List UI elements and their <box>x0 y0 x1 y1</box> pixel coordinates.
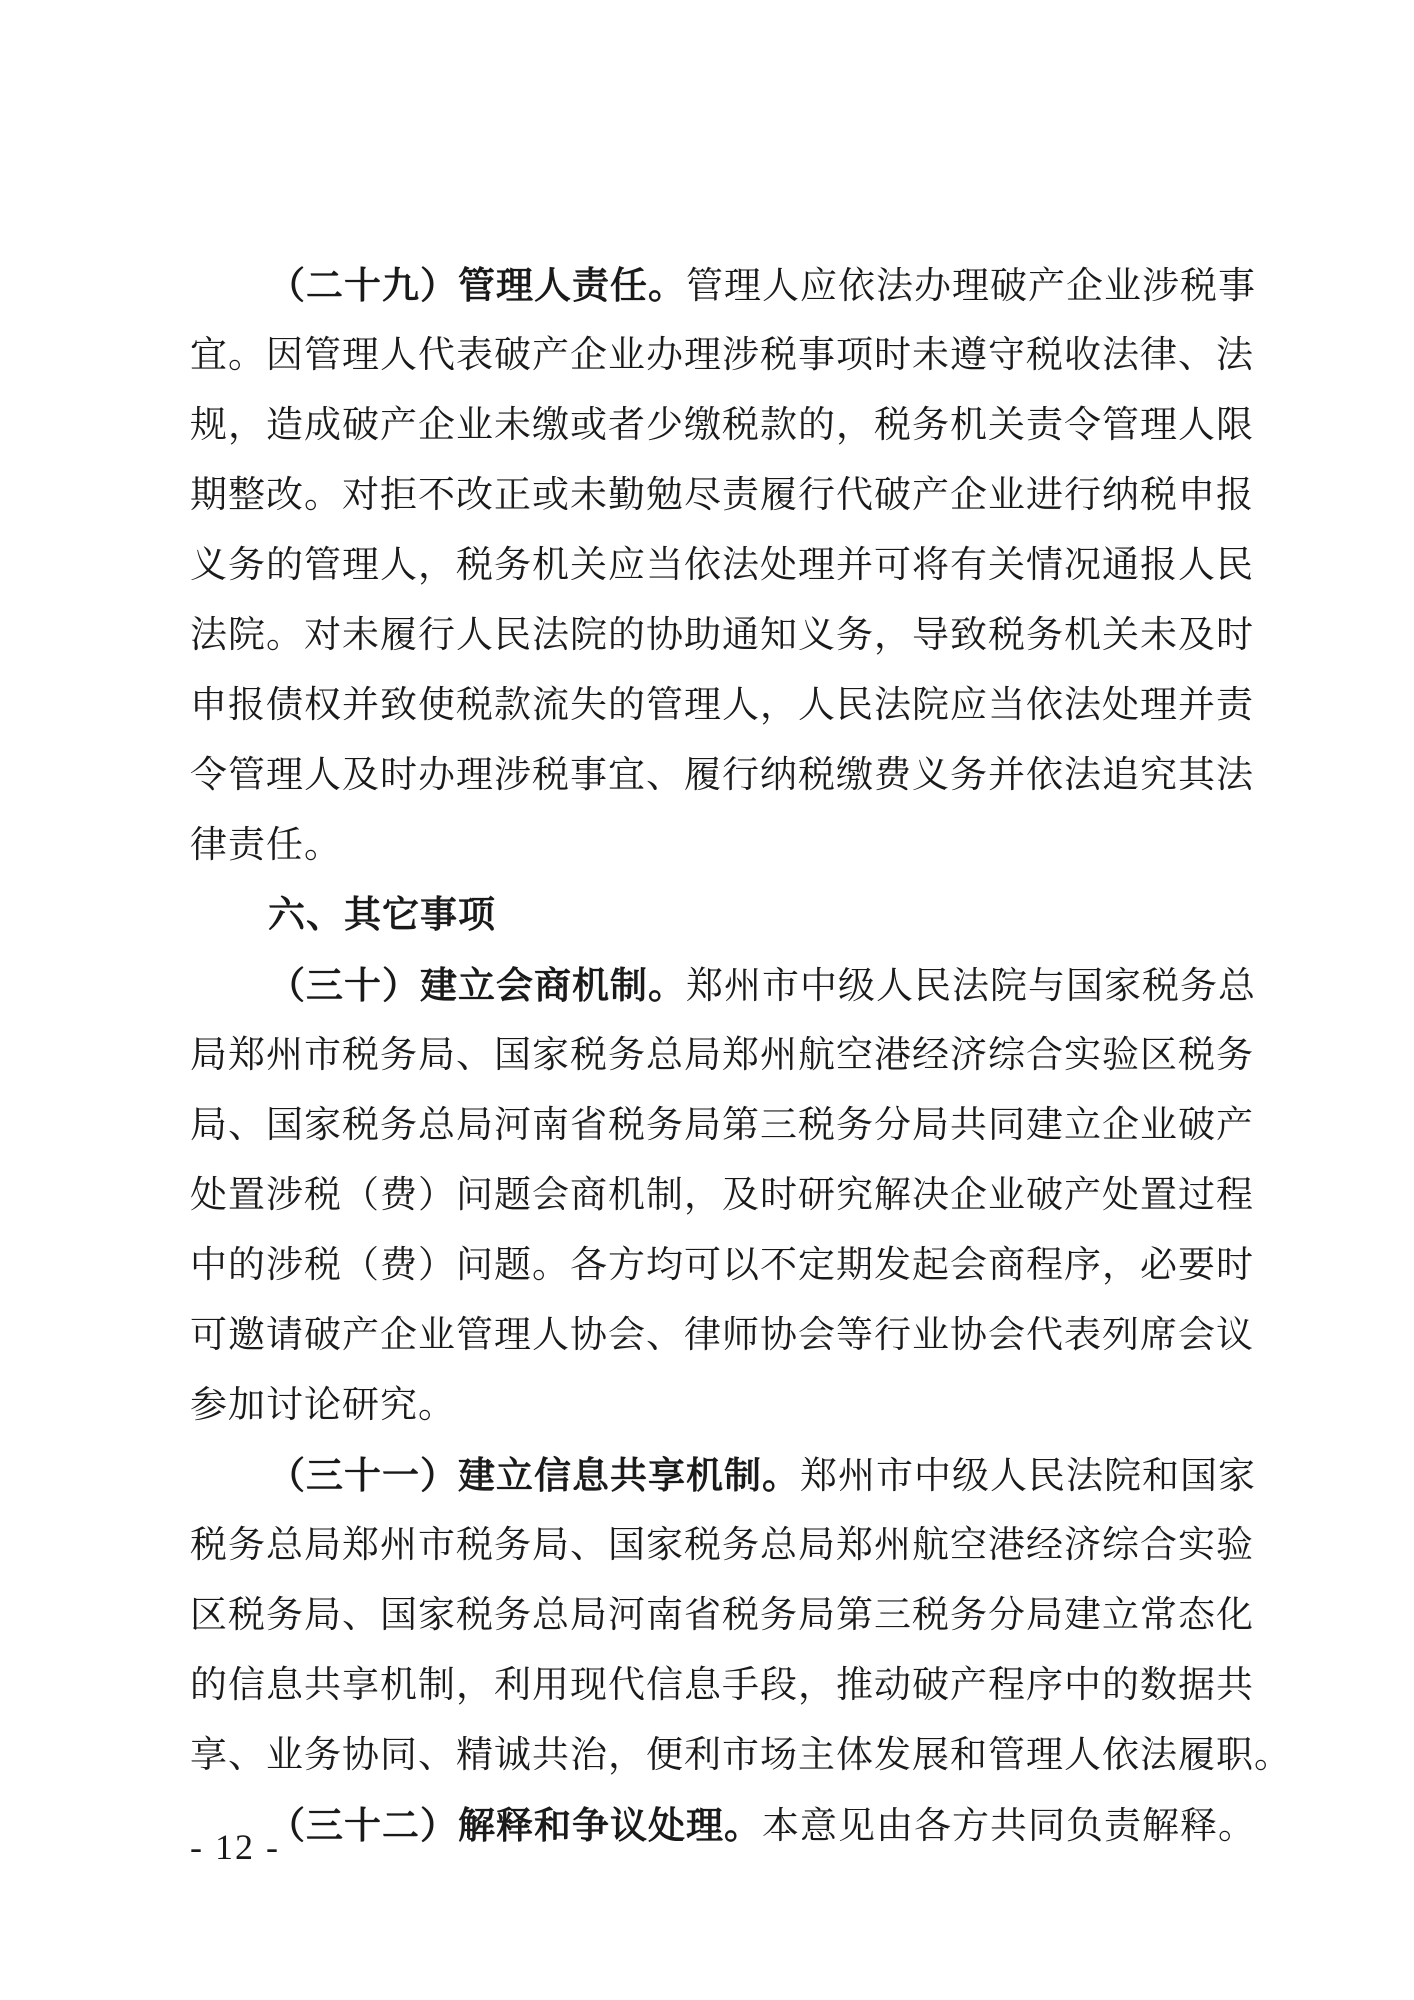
page-number: - 12 - <box>190 1827 280 1867</box>
para30-line-1 <box>190 950 1256 1020</box>
para31-line-1 <box>190 1440 1256 1510</box>
para30-line-4: 处置涉税（费）问题会商机制，及时研究解决企业破产处置过程 <box>190 1173 1254 1216</box>
para31-line-5: 享、业务协同、精诚共治，便利市场主体发展和管理人依法履职。 <box>190 1733 1292 1776</box>
para29-line-2: 宜。因管理人代表破产企业办理涉税事项时未遵守税收法律、法 <box>190 333 1254 376</box>
para32-text: 本意见由各方共同负责解释。 <box>762 1804 1256 1847</box>
document-body <box>190 250 1292 1860</box>
para29-line-4: 期整改。对拒不改正或未勤勉尽责履行代破产企业进行纳税申报 <box>190 473 1254 516</box>
para29-line-7: 申报债权并致使税款流失的管理人，人民法院应当依法处理并责 <box>190 683 1254 726</box>
para29-line-8: 令管理人及时办理涉税事宜、履行纳税缴费义务并依法追究其法 <box>190 753 1254 796</box>
para29-line-9: 律责任。 <box>190 823 342 866</box>
para30-line-7: 参加讨论研究。 <box>190 1383 456 1426</box>
para31-line-3: 区税务局、国家税务总局河南省税务局第三税务分局建立常态化 <box>190 1593 1254 1636</box>
para29-text: 管理人应依法办理破产企业涉税事 <box>686 264 1256 307</box>
para30-line-3: 局、国家税务总局河南省税务局第三税务分局共同建立企业破产 <box>190 1103 1254 1146</box>
para32-line-1 <box>190 1790 1256 1860</box>
section-heading: 六、其它事项 <box>268 893 496 936</box>
para30-text: 郑州市中级人民法院与国家税务总 <box>686 964 1256 1007</box>
para29-line-3: 规，造成破产企业未缴或者少缴税款的，税务机关责令管理人限 <box>190 403 1254 446</box>
para29-heading: （二十九）管理人责任。 <box>268 263 686 307</box>
para29-line-5: 义务的管理人，税务机关应当依法处理并可将有关情况通报人民 <box>190 543 1254 586</box>
para30-line-2: 局郑州市税务局、国家税务总局郑州航空港经济综合实验区税务 <box>190 1033 1254 1076</box>
para30-heading: （三十）建立会商机制。 <box>268 963 686 1007</box>
para30-line-5: 中的涉税（费）问题。各方均可以不定期发起会商程序，必要时 <box>190 1243 1254 1286</box>
para31-heading: （三十一）建立信息共享机制。 <box>268 1453 800 1497</box>
para29-line-6: 法院。对未履行人民法院的协助通知义务，导致税务机关未及时 <box>190 613 1254 656</box>
para31-line-4: 的信息共享机制，利用现代信息手段，推动破产程序中的数据共 <box>190 1663 1254 1706</box>
para32-heading: （三十二）解释和争议处理。 <box>268 1803 762 1847</box>
para31-line-2: 税务总局郑州市税务局、国家税务总局郑州航空港经济综合实验 <box>190 1523 1254 1566</box>
para31-text: 郑州市中级人民法院和国家 <box>800 1454 1256 1497</box>
para29-line-1 <box>190 250 1256 320</box>
para30-line-6: 可邀请破产企业管理人协会、律师协会等行业协会代表列席会议 <box>190 1313 1254 1356</box>
